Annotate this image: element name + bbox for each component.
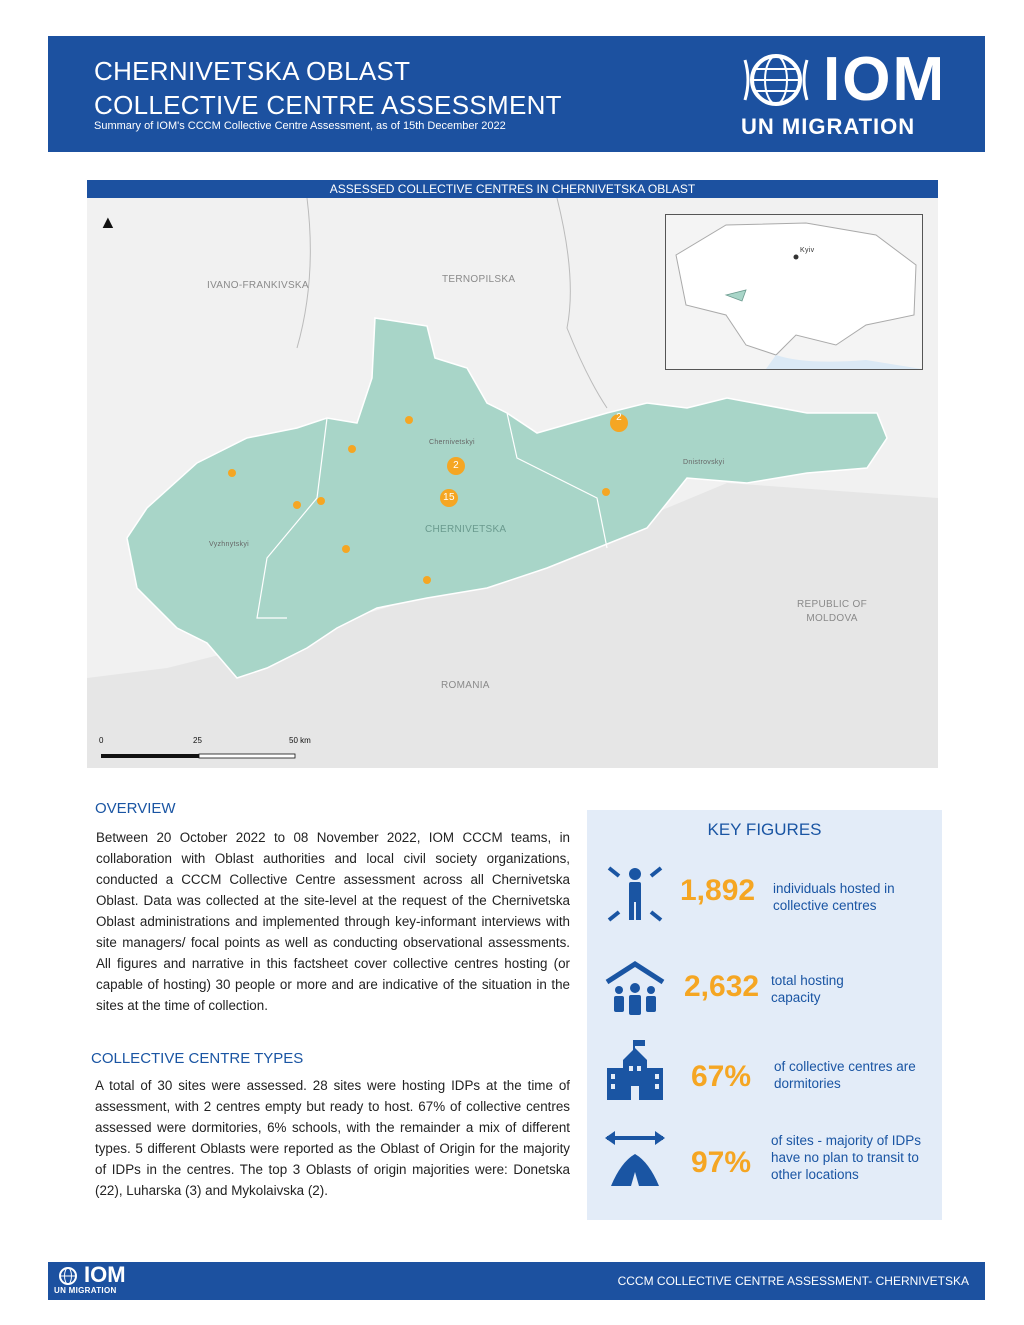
key-figure-row bbox=[587, 958, 942, 1028]
label-dnistrovskyi: Dnistrovskyi bbox=[683, 459, 725, 466]
cluster-count: 15 bbox=[443, 492, 455, 503]
cluster-count: 2 bbox=[453, 460, 459, 471]
iom-logo bbox=[741, 45, 965, 140]
label-ivano-frankivska: IVANO-FRANKIVSKA bbox=[207, 280, 309, 291]
scale-end: 50 km bbox=[289, 736, 311, 745]
inset-graphic bbox=[666, 215, 922, 369]
key-figure-value: 2,632 bbox=[684, 970, 760, 1003]
label-romania: ROMANIA bbox=[441, 680, 490, 691]
logo-un-migration-text: UN MIGRATION bbox=[741, 114, 916, 139]
label-vyzhnytskyi: Vyzhnytskyi bbox=[209, 541, 249, 548]
key-figure-label: individuals hosted in collective centres bbox=[773, 881, 895, 913]
key-figure-value: 67% bbox=[691, 1060, 752, 1093]
cluster-count: 2 bbox=[616, 412, 622, 423]
key-figure-row bbox=[587, 862, 942, 932]
ukraine-inset-map bbox=[665, 214, 923, 370]
logo-iom-text: IOM bbox=[823, 45, 947, 114]
scale-zero: 0 bbox=[99, 736, 104, 745]
site-marker bbox=[405, 416, 413, 424]
overview-heading: OVERVIEW bbox=[95, 800, 176, 817]
key-figure-value: 97% bbox=[691, 1146, 752, 1179]
site-marker bbox=[423, 576, 431, 584]
key-figure-value: 1,892 bbox=[680, 874, 756, 907]
key-figure-label: of sites - majority of IDPs have no plan to transit to other locations bbox=[771, 1133, 922, 1182]
building-icon bbox=[603, 1040, 667, 1104]
subtitle: Summary of IOM's CCCM Collective Centre Assessment, as of 15th December 2022 bbox=[94, 120, 506, 132]
scale-mid: 25 bbox=[193, 736, 202, 745]
map-title: ASSESSED COLLECTIVE CENTRES IN CHERNIVETSKA OBLAST bbox=[87, 180, 938, 198]
key-figure-label: total hosting capacity bbox=[771, 973, 844, 1005]
footer-logo-iom-text: IOM bbox=[84, 1262, 126, 1287]
site-marker bbox=[317, 497, 325, 505]
label-kyiv: Kyiv bbox=[800, 247, 815, 254]
key-figure-row bbox=[587, 1128, 942, 1198]
title-line-2: COLLECTIVE CENTRE ASSESSMENT bbox=[94, 90, 562, 120]
key-figures-title: KEY FIGURES bbox=[707, 820, 822, 839]
site-marker bbox=[293, 501, 301, 509]
title-line-1: CHERNIVETSKA OBLAST bbox=[94, 56, 411, 86]
north-arrow-icon: ▲ bbox=[99, 212, 117, 232]
tent-arrow-icon bbox=[603, 1128, 667, 1192]
shelter-family-icon bbox=[603, 958, 667, 1022]
types-text: A total of 30 sites were assessed. 28 sites were hosting IDPs at the time of assessment, with 2 centres empty but ready to host. 67% of collective centres assessed were dormitories, 6% schools, with the remainder a mix of different types. 5 different Oblasts were reported as the Oblast of Origin for the majority of IDPs in the centres. The top 3 Oblasts of origin majorities were: Donetska (22), Luharska (3) and Mykolaivska (2). bbox=[95, 1078, 570, 1198]
types-heading: COLLECTIVE CENTRE TYPES bbox=[91, 1050, 304, 1067]
header-banner bbox=[48, 36, 985, 152]
footer-globe-icon bbox=[56, 1266, 80, 1286]
iom-globe-icon bbox=[741, 50, 811, 110]
label-chernivetskyi: Chernivetskyi bbox=[429, 439, 475, 446]
site-marker bbox=[342, 545, 350, 553]
site-marker bbox=[348, 445, 356, 453]
key-figure-label: of collective centres are dormitories bbox=[774, 1059, 916, 1091]
footer-banner bbox=[48, 1262, 985, 1300]
label-ternopilska: TERNOPILSKA bbox=[442, 274, 516, 285]
label-chernivetska: CHERNIVETSKA bbox=[425, 524, 507, 535]
oblast-map bbox=[87, 198, 938, 768]
site-marker bbox=[228, 469, 236, 477]
key-figure-row bbox=[587, 1040, 942, 1110]
key-figures-panel bbox=[587, 810, 942, 1220]
footer-text: CCCM COLLECTIVE CENTRE ASSESSMENT- CHERNIVETSKA bbox=[617, 1274, 969, 1288]
site-marker bbox=[602, 488, 610, 496]
footer-logo-un-text: UN MIGRATION bbox=[54, 1286, 117, 1295]
overview-text: Between 20 October 2022 to 08 November 2022, IOM CCCM teams, in collaboration with Oblast authorities and local civil society organizations, conducted a CCCM Collective Centre assessment across all Chernivetska Oblast. Data was collected at the site-level at the request of the Chernivetska Oblast administrations and implemented through key-informant interviews with site managers/ focal points as well as conducting observational assessments. All figures and narrative in this factsheet cover collective centres hosting (or capable of hosting) 30 people or more and are indicative of the situation in the sites at the time of collection. bbox=[96, 830, 570, 1013]
footer-iom-logo bbox=[54, 1264, 144, 1298]
label-moldova: REPUBLIC OF MOLDOVA bbox=[797, 599, 867, 624]
person-icon bbox=[603, 862, 667, 926]
